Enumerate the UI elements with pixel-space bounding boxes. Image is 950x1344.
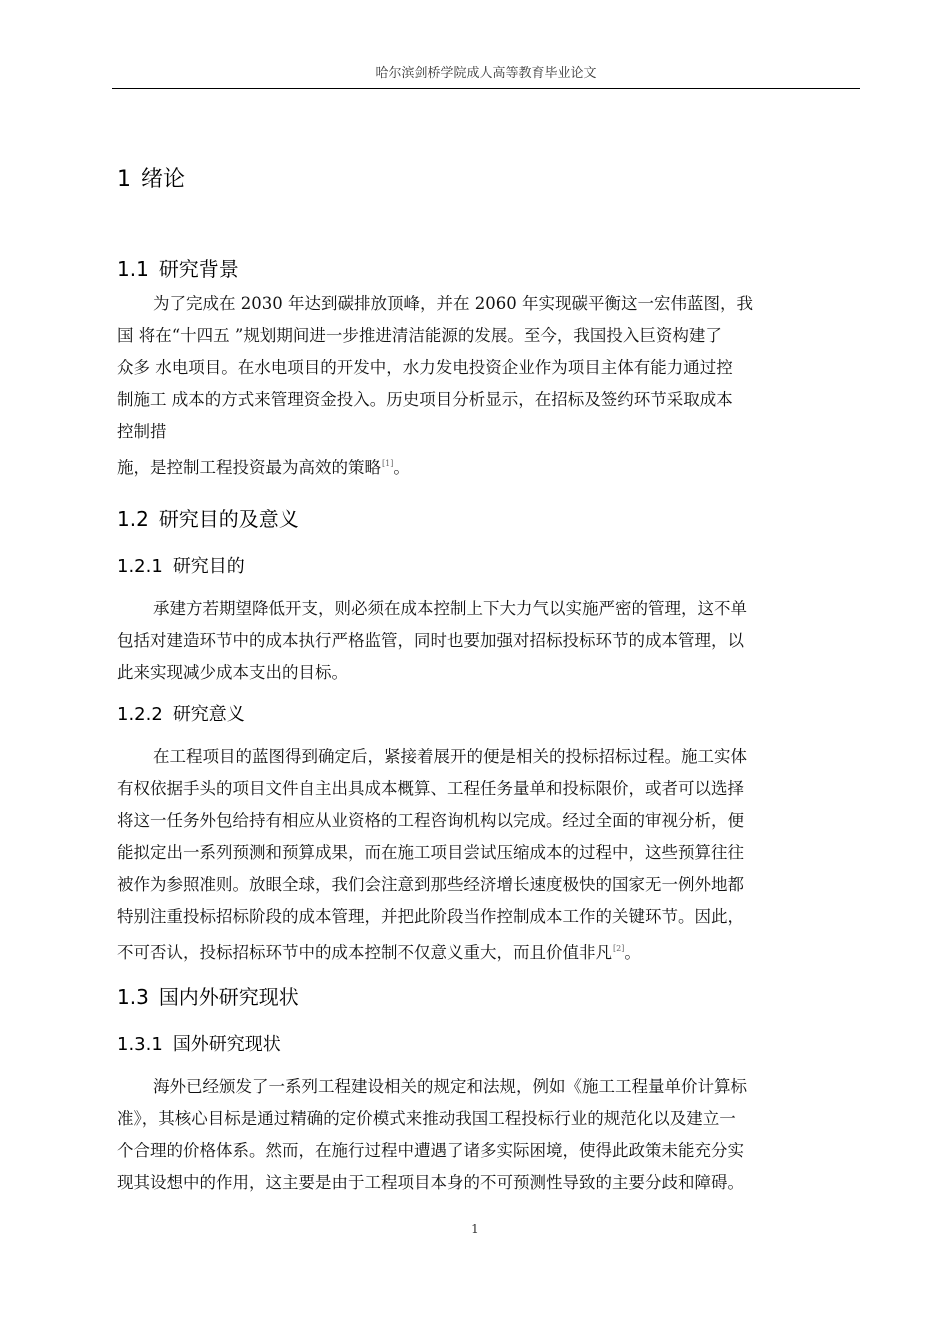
- text-line: [117, 933, 861, 965]
- sentence-end: 。: [393, 458, 410, 477]
- subsection-number: 1.2.2: [117, 704, 163, 725]
- text-line: 有权依据手头的项目文件自主出具成本概算、工程任务量单和投标限价，或者可以选择: [117, 779, 744, 798]
- subsection-title: 国外研究现状: [172, 1034, 281, 1055]
- paragraph-research-purpose: [117, 593, 861, 689]
- subsection-title: 研究意义: [172, 704, 245, 725]
- paragraph-research-significance: [117, 741, 861, 965]
- text-line: 控制措: [117, 422, 167, 441]
- citation-ref[interactable]: [2]: [613, 944, 625, 953]
- section-title: 研究目的及意义: [158, 507, 299, 531]
- text-line: 海外已经颁发了一系列工程建设相关的规定和法规，例如《施工工程量单价计算标: [153, 1077, 747, 1096]
- text-line: 准》，其核心目标是通过精确的定价模式来推动我国工程投标行业的规范化以及建立一: [117, 1109, 736, 1128]
- text-line-content: 施，是控制工程投资最为高效的策略: [117, 458, 381, 477]
- text-line: 在工程项目的蓝图得到确定后，紧接着展开的便是相关的投标招标过程。施工实体: [153, 747, 747, 766]
- text-line: 众多 水电项目。在水电项目的开发中，水力发电投资企业作为项目主体有能力通过控: [117, 358, 733, 377]
- citation-ref[interactable]: [1]: [382, 459, 394, 468]
- paragraph-foreign-research: [117, 1071, 861, 1199]
- header-divider: [112, 88, 860, 89]
- running-header: 哈尔滨剑桥学院成人高等教育毕业论文: [375, 66, 597, 81]
- subsection-number: 1.3.1: [117, 1034, 163, 1055]
- chapter-number: 1: [117, 167, 131, 192]
- text-line-content: 不可否认，投标招标环节中的成本控制不仅意义重大，而且价值非凡: [117, 943, 612, 962]
- subsection-heading-1-3-1: [117, 1030, 281, 1056]
- text-line: 将这一任务外包给持有相应从业资格的工程咨询机构以完成。经过全面的审视分析，便: [117, 811, 744, 830]
- text-line: 个合理的价格体系。然而，在施行过程中遭遇了诸多实际困境，使得此政策未能充分实: [117, 1141, 744, 1160]
- subsection-number: 1.2.1: [117, 556, 163, 577]
- page-number: 1: [471, 1222, 479, 1236]
- section-heading-1-2: [117, 503, 299, 532]
- text-line: 承建方若期望降低开支，则必须在成本控制上下大力气以实施严密的管理，这不单: [153, 599, 747, 618]
- text-line: 包括对建造环节中的成本执行严格监管，同时也要加强对招标投标环节的成本管理，以: [117, 631, 744, 650]
- text-line: 制施工 成本的方式来管理资金投入。历史项目分析显示，在招标及签约环节采取成本: [117, 390, 733, 409]
- text-line: 此来实现减少成本支出的目标。: [117, 663, 348, 682]
- text-line: 现其设想中的作用，这主要是由于工程项目本身的不可预测性导致的主要分歧和障碍。: [117, 1173, 744, 1192]
- text-line: 被作为参照准则。放眼全球，我们会注意到那些经济增长速度极快的国家无一例外地都: [117, 875, 744, 894]
- chapter-title-text: 绪论: [141, 167, 186, 192]
- section-heading-1-1: [117, 253, 239, 282]
- chapter-title: [117, 162, 185, 193]
- section-number: 1.2: [117, 507, 149, 531]
- subsection-heading-1-2-2: [117, 700, 245, 726]
- paragraph-research-background: [117, 288, 861, 480]
- text-line: 能拟定出一系列预测和预算成果，而在施工项目尝试压缩成本的过程中，这些预算往往: [117, 843, 744, 862]
- text-line: 特别注重投标招标阶段的成本管理，并把此阶段当作控制成本工作的关键环节。因此，: [117, 907, 744, 926]
- section-number: 1.3: [117, 985, 149, 1009]
- text-line: 为了完成在 2030 年达到碳排放顶峰，并在 2060 年实现碳平衡这一宏伟蓝图，我: [153, 294, 753, 313]
- text-line: 国 将在“十四五 ”规划期间进一步推进清洁能源的发展。至今，我国投入巨资构建了: [117, 326, 722, 345]
- text-line: [117, 448, 861, 480]
- section-title: 研究背景: [158, 257, 239, 281]
- subsection-title: 研究目的: [172, 556, 245, 577]
- subsection-heading-1-2-1: [117, 552, 245, 578]
- section-number: 1.1: [117, 257, 149, 281]
- sentence-end: 。: [624, 943, 641, 962]
- section-title: 国内外研究现状: [158, 985, 299, 1009]
- section-heading-1-3: [117, 981, 299, 1010]
